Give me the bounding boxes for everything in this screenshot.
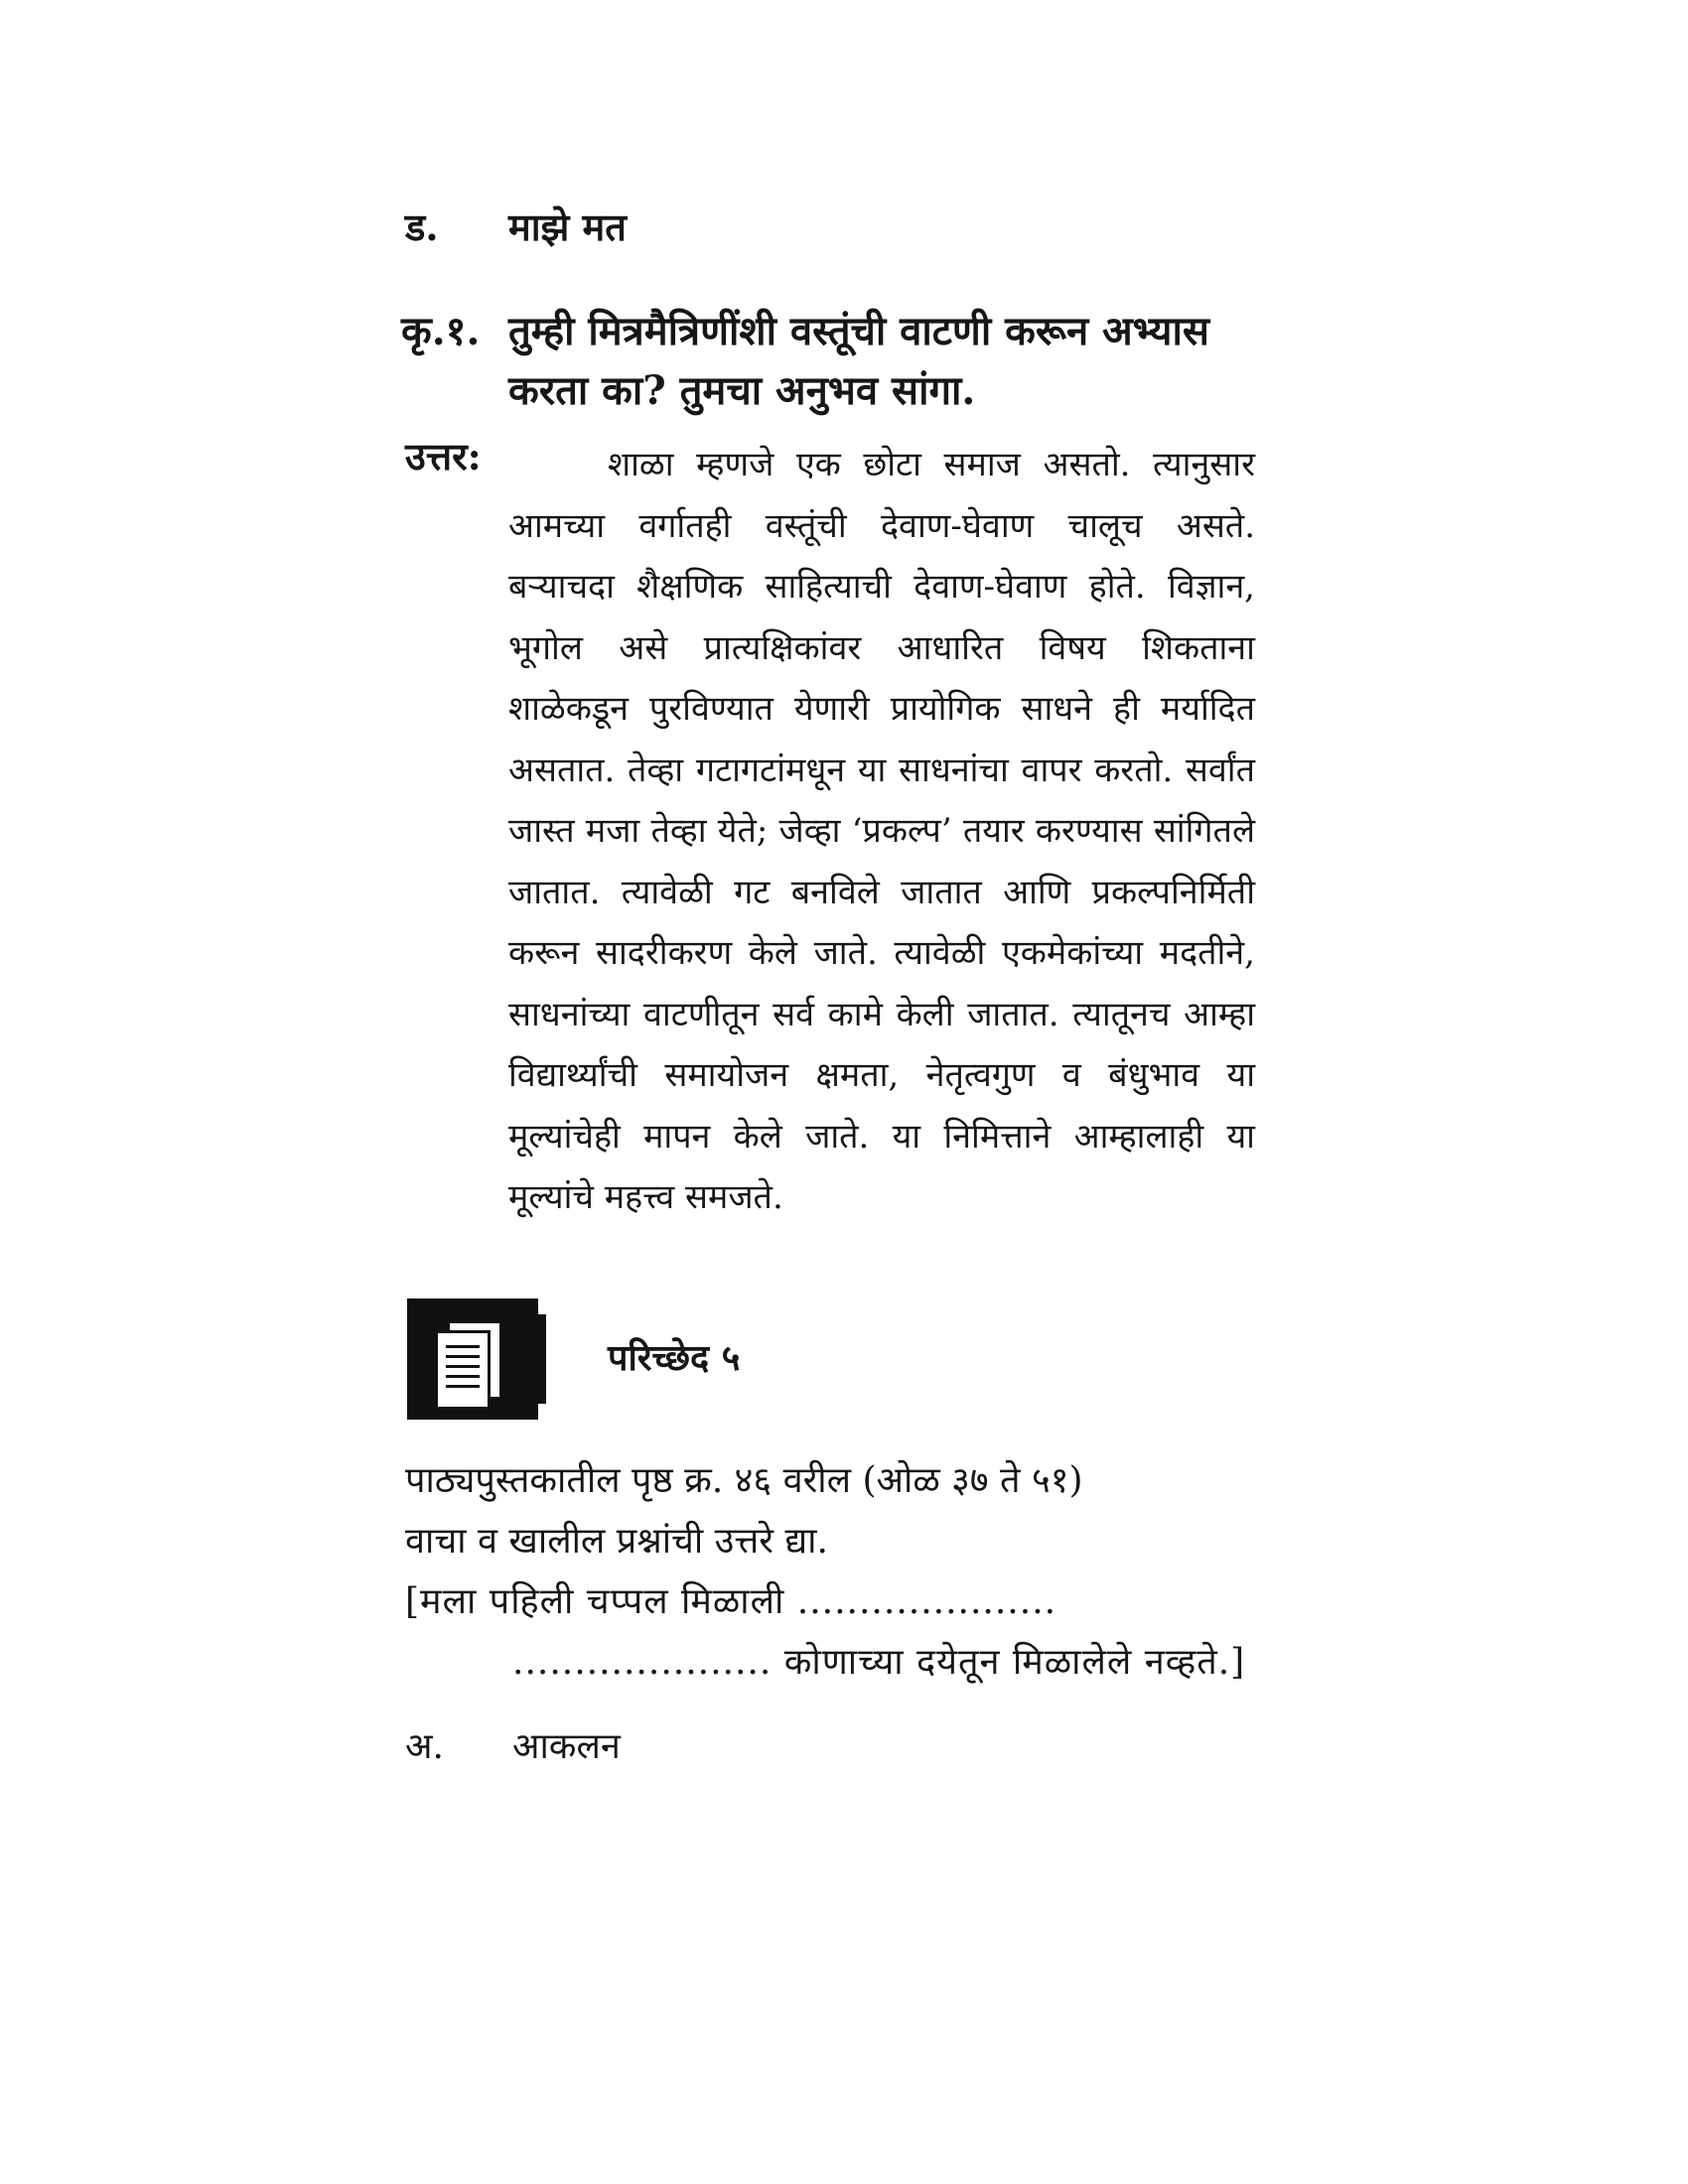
excerpt-start: [मला पहिली चप्पल मिळाली ..................... bbox=[405, 1581, 1057, 1622]
section-title: माझे मत bbox=[508, 205, 627, 249]
instruction-line-1: पाठ्यपुस्तकातील पृष्ठ क्र. ४६ वरील (ओळ ३७ ते ५१) bbox=[405, 1460, 1083, 1501]
answer-paragraph: शाळा म्हणजे एक छोटा समाज असतो. त्यानुसार आमच्या वर्गातही वस्तूंची देवाण-घेवाण चालूच असते. बऱ्याचदा शैक्षणिक साहित्याची देवाण-घेवाण होते. विज्ञान, भूगोल असे प्रात्यक्षिकांवर आधारित विषय शिकताना शाळेकडून पुरविण्यात येणारी प्रायोगिक साधने ही मर्यादित असतात. तेव्हा गटागटांमधून या साधनांचा वापर करतो. सर्वांत जास्त मजा तेव्हा येते; जेव्हा ‘प्रकल्प’ तयार करण्यास सांगितले जातात. त्यावेळी गट बनविले जातात आणि प्रकल्पनिर्मिती करून सादरीकरण केले जाते. त्यावेळी एकमेकांच्या मदतीने, साधनांच्या वाटणीतून सर्व कामे केली जातात. त्यातूनच आम्हा विद्यार्थ्यांची समायोजन क्षमता, नेतृत्वगुण व बंधुभाव या मूल्यांचेही मापन केले जाते. या निमित्ताने आम्हालाही या मूल्यांचे महत्त्व समजते. bbox=[508, 445, 1255, 1217]
document-icon bbox=[407, 1298, 546, 1420]
question-number: कृ.१. bbox=[401, 308, 481, 354]
section-marker: ड. bbox=[405, 205, 439, 249]
answer-text-block bbox=[508, 435, 1255, 1229]
question-line-2: करता का? तुमचा अनुभव सांगा. bbox=[508, 367, 976, 414]
section-title: आकलन bbox=[512, 1726, 621, 1767]
question-line-1: तुम्ही मित्रमैत्रिणींशी वस्तूंची वाटणी करून अभ्यास bbox=[508, 308, 1209, 354]
excerpt-end: ..................... कोणाच्या दयेतून मिळालेले नव्हते.] bbox=[512, 1642, 1246, 1683]
section-marker: अ. bbox=[405, 1726, 444, 1767]
instruction-line-2: वाचा व खालील प्रश्नांची उत्तरे द्या. bbox=[405, 1521, 828, 1562]
paragraph-title: परिच्छेद ५ bbox=[608, 1337, 741, 1379]
answer-label: उत्तर: bbox=[405, 434, 482, 478]
